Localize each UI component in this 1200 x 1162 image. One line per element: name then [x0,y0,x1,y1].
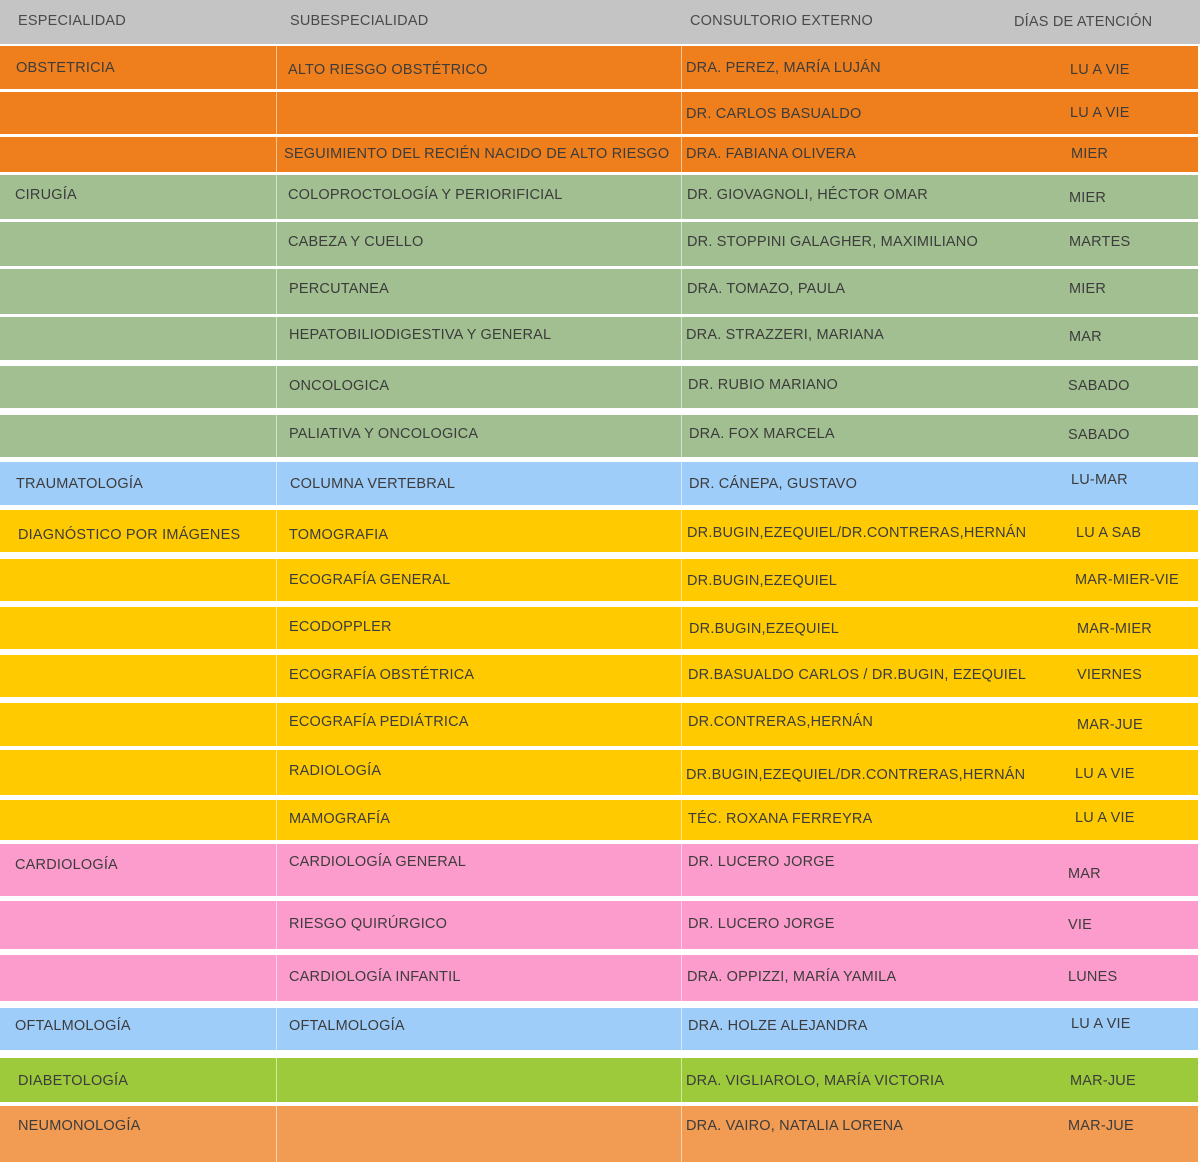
table-row [0,955,1198,1001]
cell-subespecialidad [276,607,681,649]
cell-medico [681,269,1051,314]
medico-text: DR.BUGIN,EZEQUIEL [689,621,840,637]
cell-medico [681,366,1051,408]
subespecialidad-text: CARDIOLOGÍA GENERAL [289,854,467,870]
dias-text: SABADO [1068,427,1130,443]
dias-text: LUNES [1068,969,1118,985]
dias-text: MIER [1071,146,1109,162]
cell-medico [681,1008,1051,1050]
table-row [0,901,1198,949]
medico-text: DR. CÁNEPA, GUSTAVO [689,476,858,492]
cell-subespecialidad [276,175,681,219]
cell-medico [681,750,1051,795]
cell-subespecialidad [276,46,681,89]
cell-especialidad [0,1008,276,1050]
cell-medico [681,1106,1051,1162]
cell-especialidad [0,317,276,360]
subespecialidad-text: COLOPROCTOLOGÍA Y PERIORIFICIAL [288,187,563,203]
cell-dias [1051,1008,1198,1050]
cell-especialidad [0,703,276,746]
cell-dias [1051,655,1198,697]
medico-text: TÉC. ROXANA FERREYRA [688,811,873,827]
subespecialidad-text: ECOGRAFÍA PEDIÁTRICA [289,714,469,730]
cell-subespecialidad [276,800,681,840]
cell-medico [681,559,1051,601]
cell-subespecialidad [276,137,681,172]
cell-dias [1051,317,1198,360]
cell-subespecialidad [276,510,681,552]
cell-medico [681,901,1051,949]
cell-especialidad [0,366,276,408]
subespecialidad-text: ECOGRAFÍA GENERAL [289,572,451,588]
subespecialidad-text: RIESGO QUIRÚRGICO [289,916,448,932]
especialidad-text: DIABETOLOGÍA [18,1073,129,1089]
table-row [0,1008,1198,1050]
table-row [0,703,1198,746]
cell-subespecialidad [276,1058,681,1102]
table-row [0,366,1198,408]
subespecialidad-text: ECODOPPLER [289,619,392,635]
dias-text: VIE [1068,917,1092,933]
table-row [0,1106,1198,1162]
table-row [0,222,1198,266]
cell-medico [681,800,1051,840]
cell-dias [1051,1058,1198,1102]
subespecialidad-text: RADIOLOGÍA [289,763,382,779]
cell-medico [681,955,1051,1001]
subespecialidad-text: ONCOLOGICA [289,378,390,394]
cell-dias [1051,750,1198,795]
cell-dias [1051,800,1198,840]
cell-especialidad [0,415,276,457]
subespecialidad-text: HEPATOBILIODIGESTIVA Y GENERAL [289,327,552,343]
especialidad-text: CIRUGÍA [15,187,77,203]
subespecialidad-text: ECOGRAFÍA OBSTÉTRICA [289,667,475,683]
cell-medico [681,92,1051,134]
cell-especialidad [0,46,276,89]
dias-text: MAR-JUE [1077,717,1143,733]
cell-especialidad [0,655,276,697]
cell-dias [1051,366,1198,408]
medico-text: DR.BASUALDO CARLOS / DR.BUGIN, EZEQUIEL [688,667,1027,683]
cell-medico [681,510,1051,552]
table-row [0,844,1198,896]
cell-especialidad [0,955,276,1001]
medico-text: DR. GIOVAGNOLI, HÉCTOR OMAR [687,187,928,203]
subespecialidad-text: CABEZA Y CUELLO [288,234,424,250]
dias-text: LU-MAR [1071,472,1128,488]
cell-especialidad [0,901,276,949]
dias-text: MARTES [1069,234,1131,250]
cell-medico [681,655,1051,697]
subespecialidad-text: OFTALMOLOGÍA [289,1018,405,1034]
table-row [0,800,1198,840]
dias-text: LU A SAB [1076,525,1142,541]
especialidad-text: CARDIOLOGÍA [15,857,118,873]
medico-text: DRA. OPPIZZI, MARÍA YAMILA [687,969,897,985]
medico-text: DRA. STRAZZERI, MARIANA [686,327,884,343]
cell-especialidad [0,462,276,505]
dias-text: MIER [1069,281,1107,297]
cell-dias [1051,901,1198,949]
cell-especialidad [0,607,276,649]
dias-text: MIER [1069,190,1107,206]
cell-dias [1051,462,1198,505]
cell-dias [1051,46,1198,89]
table-row [0,750,1198,795]
cell-especialidad [0,844,276,896]
cell-subespecialidad [276,955,681,1001]
table-row [0,462,1198,505]
cell-dias [1051,137,1198,172]
subespecialidad-text: SEGUIMIENTO DEL RECIÉN NACIDO DE ALTO RIESGO [284,146,670,162]
medico-text: DR.BUGIN,EZEQUIEL/DR.CONTRERAS,HERNÁN [687,525,1027,541]
table-row [0,46,1198,89]
header-especialidad-label: ESPECIALIDAD [18,13,126,29]
cell-subespecialidad [276,844,681,896]
dias-text: MAR [1069,329,1102,345]
medico-text: DRA. TOMAZO, PAULA [687,281,846,297]
cell-medico [681,137,1051,172]
cell-especialidad [0,510,276,552]
cell-subespecialidad [276,415,681,457]
table-row [0,317,1198,360]
medico-text: DR.CONTRERAS,HERNÁN [688,714,874,730]
cell-medico [681,317,1051,360]
subespecialidad-text: ALTO RIESGO OBSTÉTRICO [288,62,488,78]
dias-text: VIERNES [1077,667,1143,683]
cell-medico [681,222,1051,266]
medico-text: DR. CARLOS BASUALDO [686,106,862,122]
table-row [0,269,1198,314]
dias-text: LU A VIE [1075,810,1135,826]
cell-especialidad [0,137,276,172]
table-row [0,415,1198,457]
dias-text: SABADO [1068,378,1130,394]
cell-subespecialidad [276,655,681,697]
subespecialidad-text: PERCUTANEA [289,281,390,297]
cell-medico [681,1058,1051,1102]
dias-text: MAR-JUE [1068,1118,1134,1134]
cell-especialidad [0,559,276,601]
cell-dias [1051,510,1198,552]
cell-dias [1051,1106,1198,1162]
cell-subespecialidad [276,462,681,505]
cell-dias [1051,175,1198,219]
cell-subespecialidad [276,559,681,601]
subespecialidad-text: COLUMNA VERTEBRAL [290,476,456,492]
table-row [0,655,1198,697]
header-dias-label: DÍAS DE ATENCIÓN [1014,14,1153,30]
cell-dias [1051,703,1198,746]
cell-subespecialidad [276,750,681,795]
cell-dias [1051,844,1198,896]
medico-text: DRA. HOLZE ALEJANDRA [688,1018,868,1034]
cell-especialidad [0,175,276,219]
table-row [0,92,1198,134]
dias-text: MAR [1068,866,1101,882]
cell-medico [681,703,1051,746]
header-consultorio-label: CONSULTORIO EXTERNO [690,13,873,29]
cell-dias [1051,955,1198,1001]
cell-especialidad [0,222,276,266]
dias-text: MAR-MIER-VIE [1075,572,1179,588]
cell-especialidad [0,92,276,134]
medico-text: DR. STOPPINI GALAGHER, MAXIMILIANO [687,234,978,250]
medico-text: DRA. PEREZ, MARÍA LUJÁN [686,60,881,76]
header-cell-consultorio [681,0,1051,44]
cell-subespecialidad [276,901,681,949]
subespecialidad-text: CARDIOLOGÍA INFANTIL [289,969,461,985]
dias-text: LU A VIE [1075,766,1135,782]
cell-dias [1051,92,1198,134]
header-cell-subespecialidad [276,0,681,44]
medico-text: DR. LUCERO JORGE [688,854,835,870]
subespecialidad-text: TOMOGRAFIA [289,527,389,543]
cell-subespecialidad [276,366,681,408]
especialidad-text: OFTALMOLOGÍA [15,1018,131,1034]
medico-text: DR.BUGIN,EZEQUIEL/DR.CONTRERAS,HERNÁN [686,767,1026,783]
cell-especialidad [0,269,276,314]
medico-text: DR. LUCERO JORGE [688,916,835,932]
table-row [0,175,1198,219]
medico-text: DRA. VAIRO, NATALIA LORENA [686,1118,904,1134]
cell-medico [681,46,1051,89]
medico-text: DRA. VIGLIAROLO, MARÍA VICTORIA [686,1073,945,1089]
table-row [0,1058,1198,1102]
dias-text: LU A VIE [1070,62,1130,78]
cell-subespecialidad [276,1106,681,1162]
especialidad-text: TRAUMATOLOGÍA [16,476,143,492]
cell-medico [681,175,1051,219]
cell-especialidad [0,800,276,840]
cell-medico [681,844,1051,896]
cell-subespecialidad [276,703,681,746]
table-row [0,607,1198,649]
table-header [0,0,1200,44]
subespecialidad-text: MAMOGRAFÍA [289,811,391,827]
cell-subespecialidad [276,92,681,134]
cell-subespecialidad [276,1008,681,1050]
table-row [0,559,1198,601]
cell-subespecialidad [276,269,681,314]
subespecialidad-text: PALIATIVA Y ONCOLOGICA [289,426,479,442]
cell-medico [681,607,1051,649]
especialidad-text: NEUMONOLOGÍA [18,1118,141,1134]
cell-especialidad [0,1106,276,1162]
cell-medico [681,462,1051,505]
cell-subespecialidad [276,317,681,360]
header-cell-dias [1014,0,1198,44]
dias-text: MAR-JUE [1070,1073,1136,1089]
cell-dias [1051,559,1198,601]
medico-text: DRA. FOX MARCELA [689,426,835,442]
table-row [0,137,1198,172]
medico-text: DRA. FABIANA OLIVERA [686,146,856,162]
cell-subespecialidad [276,222,681,266]
cell-dias [1051,607,1198,649]
dias-text: LU A VIE [1071,1016,1131,1032]
cell-dias [1051,222,1198,266]
cell-especialidad [0,1058,276,1102]
medico-text: DR.BUGIN,EZEQUIEL [687,573,838,589]
header-cell-especialidad [0,0,276,44]
dias-text: MAR-MIER [1077,621,1152,637]
cell-especialidad [0,750,276,795]
cell-dias [1051,415,1198,457]
especialidad-text: DIAGNÓSTICO POR IMÁGENES [18,527,241,543]
table-row [0,510,1198,552]
header-subespecialidad-label: SUBESPECIALIDAD [290,13,429,29]
medico-text: DR. RUBIO MARIANO [688,377,839,393]
cell-medico [681,415,1051,457]
especialidad-text: OBSTETRICIA [16,60,115,76]
cell-dias [1051,269,1198,314]
dias-text: LU A VIE [1070,105,1130,121]
